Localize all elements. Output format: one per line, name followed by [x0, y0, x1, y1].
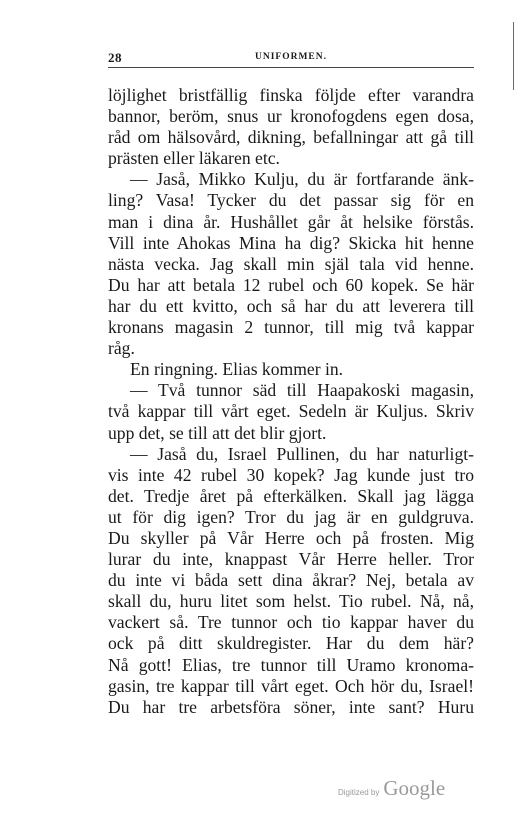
digitized-by-watermark [338, 776, 445, 801]
text-line: det. Tredje året på efterkälken. Skall jag lägga [108, 485, 474, 506]
text-line: vis inte 42 rubel 30 kopek? Jag kunde just tro [108, 464, 474, 485]
text-line: — Jaså, Mikko Kulju, du är fortfarande änk- [130, 169, 474, 190]
text-line: du inte vi båda sett dina åkrar? Nej, betala av [108, 570, 474, 591]
text-line: Vill inte Ahokas Mina ha dig? Skicka hit henne [108, 232, 474, 253]
running-title: UNIFORMEN. [254, 52, 327, 62]
text-line: En ringning. Elias kommer in. [130, 359, 344, 380]
text-line: två kappar till vårt eget. Sedeln är Kuljus. Skriv [108, 401, 474, 422]
page-number: 28 [108, 50, 122, 65]
text-line: ling? Vasa! Tycker du det passar sig för en [108, 190, 474, 211]
text-line: har du ett kvitto, och så har du att leverera till [108, 295, 474, 316]
text-line: Du har att betala 12 rubel och 60 kopek. Se här [108, 274, 474, 295]
watermark-prefix: Digitized by [338, 788, 380, 797]
text-line: man i dina år. Hushållet går åt helsike förstås. [108, 211, 474, 232]
text-line: nästa vecka. Jag skall min själ tala vid henne. [108, 253, 474, 274]
text-line: Du har tre arbetsföra söner, inte sant? Huru [108, 696, 474, 717]
text-line: Nå gott! Elias, tre tunnor till Uramo kronoma- [108, 654, 474, 675]
text-line: råd om hälsovård, dikning, befallningar att gå till [108, 127, 474, 148]
text-line: Du skyller på Vår Herre och på frosten. Mig [108, 527, 474, 548]
text-line: kronans magasin 2 tunnor, till mig två kappar [108, 317, 474, 338]
text-line: — Två tunnor säd till Haapakoski magasin, [130, 380, 474, 401]
text-line: prästen eller läkaren etc. [108, 148, 280, 169]
text-line: råg. [108, 338, 135, 359]
page-edge-line [513, 22, 514, 90]
google-logo: Google [383, 776, 446, 800]
text-line: upp det, se till att det blir gjort. [108, 422, 327, 443]
body-text [108, 85, 474, 718]
text-line: lurar du inte, knappast Vår Herre heller. Tror [108, 549, 474, 570]
text-line: skall du, huru litet som helst. Tio rubel. Nå, nå, [108, 591, 474, 612]
page-header [108, 50, 474, 72]
text-line: löjlighet bristfällig finska följde efter varandra [108, 85, 474, 105]
text-line: vackert så. Tre tunnor och tio kappar haver du [108, 612, 474, 633]
text-line: ock på ditt skuldregister. Har du dem här? [108, 633, 474, 654]
text-line: — Jaså du, Israel Pullinen, du har naturligt- [130, 443, 474, 464]
text-line: ut för dig igen? Tror du jag är en guldgruva. [108, 506, 474, 527]
header-rule [108, 67, 474, 68]
text-line: gasin, tre kappar till vårt eget. Och hör du, Israel! [108, 675, 474, 696]
text-line: bannor, beröm, snus ur kronofogdens egen dosa, [108, 106, 474, 127]
